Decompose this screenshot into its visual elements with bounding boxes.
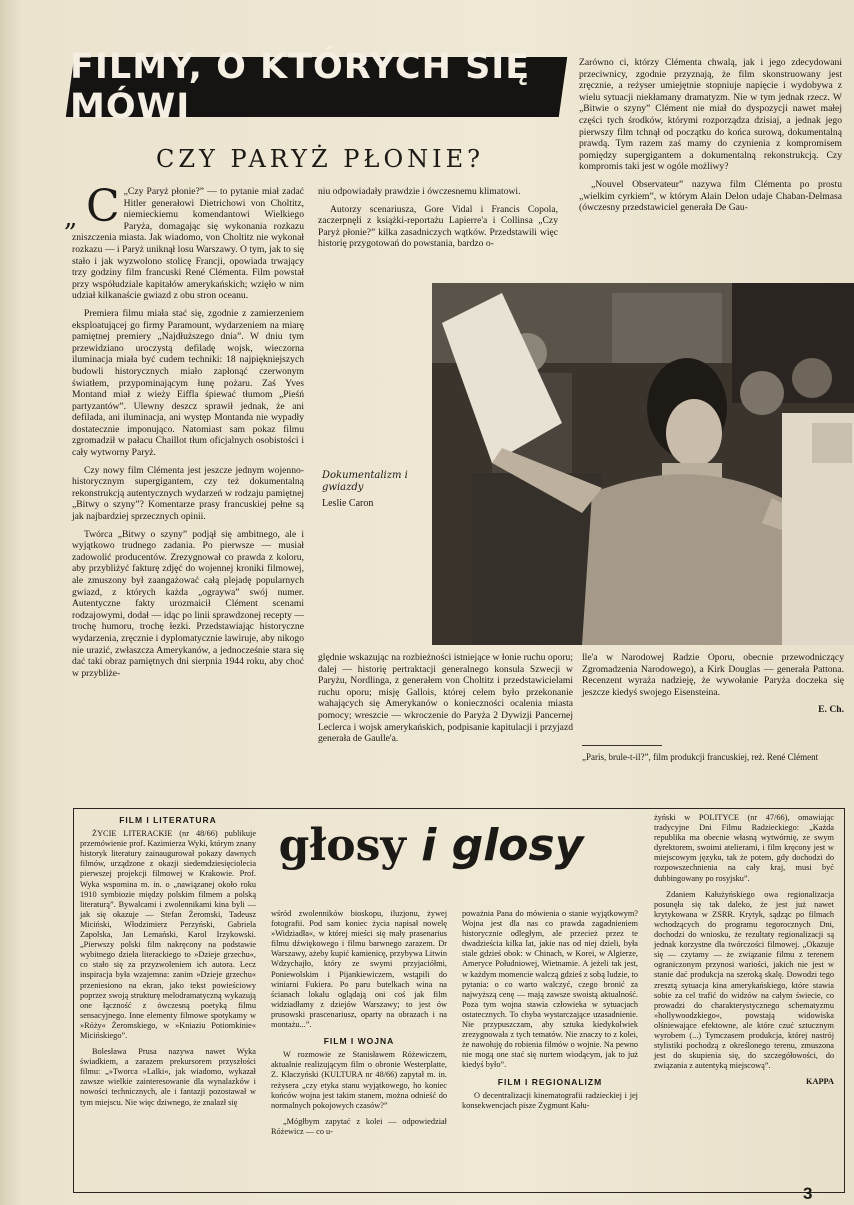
paragraph: ględnie wskazując na rozbieżności istniejące w łonie ruchu oporu; dalej — historię pertraktacji generalnego konsula Szwecji w Paryżu, Nordlinga, z generałem von Choltitz i przedstawicielami ruchu oporu; misję Gallois, której celem było przekonanie wahających się Amerykanów o konieczności ocalenia miasta pomocy; wreszcie — wkroczenie do Paryża 2 Dywizji Pancernej Leclerca i wojsk amerykańskich, podpisanie kapitulacji i przyjazd generała de Gaulle'a.	[318, 652, 573, 745]
section-heading: FILM I REGIONALIZM	[497, 1076, 603, 1087]
article-column-1	[72, 181, 304, 776]
paragraph: niu odpowiadały prawdzie i ówczesnemu klimatowi.	[318, 186, 521, 197]
section-banner: FILMY, O KTÓRYCH SIĘ MÓWI	[66, 57, 567, 117]
paragraph: Twórca „Bitwy o szyny” podjął się ambitnego, ale i wyjątkowo trudnego zadania. Po pierwsze — musiał zadowolić producentów. Zrezygnował co prawda z koloru, aby przybliżyć fakturę zdjęć do wojennej kroniki filmowej, ale zmuszony był zaangażować całą plejadę popularnych gwiazd, z których każda „ograywa” swój numer. Autentyczne fakty urozmaicił Clément scenami rodzajowymi, dodał — idąc po linii sprawdzonej recepty — trochę humoru, trochę łezki. Przedstawiając historyczne wydarzenia, zręcznie i dyplomatycznie lawiruje, aby nikogo nie urazić, zwłaszcza Amerykanów, a jednocześnie stara się dać taki obraz pamiętnych dni sierpnia 1944 roku, aby choć w przybliże-	[72, 528, 304, 679]
paragraph: Bolesława Prusa nazywa nawet Wyka świadkiem, a zarazem prekursorem przyszłości filmu: „»Tworca »Lalki«, jak wiadomo, wykazał zawsze wielkie zainteresowanie dla wynalazków i nowości technicznych, ale i fantazji pozostawał w tym miejscu. Nie więc dziwnego, że znalazł się	[80, 1047, 256, 1107]
box-column-1	[80, 813, 256, 1185]
glosy-title-main: głosy	[278, 820, 406, 871]
article-signature: E. Ch.	[818, 704, 844, 716]
paragraph: „Nouvel Observateur” nazywa film Clémenta po prostu „wielkim cyrkiem”, w którym Alain Delon udaje Chaban-Delmasa (ówczesny przedstawiciel generała De Gau-	[579, 178, 842, 214]
section-heading: FILM I LITERATURA	[119, 815, 217, 825]
glosy-title-i: i	[421, 820, 437, 871]
paragraph: Czy nowy film Clémenta jest jeszcze jednym wojenno-historycznym supergigantem, czy też dokumentalną rekonstrukcją autentycznych wydarzeń w rodzaju pamiętnej „Bitwy o szyny”? Komentarze prasy francuskiej pełne są jak najbardziej sprzecznych opinii.	[72, 464, 304, 523]
article-headline: CZY PARYŻ PŁONIE?	[155, 145, 484, 173]
paragraph: Zarówno ci, którzy Clémenta chwalą, jak i jego zdecydowani przeciwnicy, zgodnie przyznają, że film skonstruowany jest zręcznie, a reżyser umiejętnie stopniuje napięcie i wydobywa z wielu sytuacji niekłamany dramatyzm. Nie w tym jednak rzecz. W „Bitwie o szyny” Clément nie miał do dyspozycji nawet małej części tych środków, którymi rozporządza dzisiaj, a jednak jego pierwszy film tchnął od początku do końca surową, dokumentalną prawdą. Tym razem zaś mamy do czynienia z kompromisem pomiędzy supergigantem a dokumentalną rekonstrukcją. Czy kompromis taki jest w ogóle możliwy?	[579, 57, 842, 173]
section-heading: FILM I WOJNA	[323, 1036, 395, 1047]
page-number: 3	[803, 1184, 813, 1203]
article-column-3-top	[579, 57, 842, 279]
paragraph: „Mógłbym zapytać z kolei — odpowiedział Różewicz — co u-	[271, 1116, 447, 1136]
photo-caption-title: Dokumentalizm i gwiazdy	[322, 470, 408, 493]
glosy-title	[262, 820, 600, 890]
film-credit: „Paris, brule-t-il?”, film produkcji francuskiej, reż. René Clément	[582, 752, 819, 762]
box-column-3	[462, 909, 638, 1185]
paragraph: Zdaniem Kałużyńskiego owa regionalizacja posunęła się tak daleko, że jest już nawet krytykowana w ZSRR. Krytyk, sądząc po filmach wchodzących do programu tegorocznych Dni, dochodzi do wniosku, że rezultaty regionalizacji są jednak korzystne dla twórczości filmowej. „Okazuje się — czytamy — że związanie filmu z terenem ograniczonym przynosi wariości, jakich nie jest w stanie dać produkcja na szeroką skalę. Dowodzi tego zresztą sytuacja kina amerykańskiego, które stawia sobie za cel trafić do widzów na całym świecie, co prowadzi do charakterystycznego schematyzmu »hollywoodzkiego«, powstają widowiska olśniewające efektowne, ale które czuć sztucznym wyrobem (...) Tymczasem produkcja, której nastrój stylistiki pochodzą z określonego terenu, zmuszona jest do skupienia się, do szczegółowości, do związania z autentyką miejscową”.	[654, 889, 834, 1071]
paragraph	[72, 181, 304, 302]
paragraph: O decentralizacji kinematografii radzieckiej i jej konsekwencjach pisze Zygmunt Kału-	[462, 1090, 638, 1110]
box-column-4	[654, 813, 834, 1185]
paragraph: Premiera filmu miała stać się, zgodnie z zamierzeniem eksploatującej go firmy Paramount, wydarzeniem na miarę pamiętnej premiery „Najdłuższego dnia”. W dniu tym przewidziano uroczystą defiladę wojsk, wieczorna iluminacja miała być cudem techniki: 18 najpiękniejszych budowli historycznych miało zapłonąć czerwonym światłem, przypominającym łunę pożaru. Zaś Yves Montand miał z wieży Eiffla śpiewać tłumom „Pieśń partyzantów”. Ulewny deszcz sprawił jednak, że ani defilada, ani iluminacja, ani występ Montanda nie wypadły dostatecznie imponująco. Natomiast sam pokaz filmu zgromadził w pałacu Chaillot tłum oficjalnych osobistości i cały wytworny Paryż.	[72, 307, 304, 459]
paragraph: poważnia Pana do mówienia o stanie wyjątkowym? Wojna jest dla nas co prawda zagadnieniem historycznie odległym, ale przecież przez te dwadzieścia kilka lat, jakie nas od niej dzieli, była stale gdzieś obok: w Chinach, w Korei, w Algierze, Ameryce Południowej, Wietnamie. A jeżeli tak jest, w każdym momencie walczą gdzieś z sobą ludzie, to pytania: o co warto walczyć, czego bronić za najwyższą cenę — mają zawsze swoistą aktualność. Poza tym wojna stawia człowieka w sytuacjach ostatecznych. To chyba wystarczające uzasadnienie. Nie przypuszczam, aby sztuka kiedykolwiek zrezygnowała z tych tematów. Nie znaczy to z kolei, że nawołuję do robienia filmów o wojnie. Na pewno nie mogą one stać się nurtem wiodącym, jak to już kiedyś było”.	[462, 909, 638, 1070]
box-column-2	[271, 909, 447, 1185]
paragraph: lle'a w Narodowej Radzie Oporu, obecnie przewodniczący Zgromadzenia Narodowego), a Kirk Douglas — generała Pattona. Recenzent wyraża nadzieję, że wywołanie Paryża doczeka się jeszcze kiedyś swojego Eisensteina.	[582, 652, 844, 698]
paragraph: ŻYCIE LITERACKIE (nr 48/66) publikuje przemówienie prof. Kazimierza Wyki, którym znany historyk literatury zainaugurował pokazy dawnych filmów, urządzone z okazji siedemdziesięciolecia pierwszej projekcji filmowej w Krakowie. Prof. Wyka wspomina m. in. o „nawiązanej około roku 1910 symbiozie między polskim filmem a polską literaturą”. Bywalcami i zwolennikami kina byli — jak się okazuje — Stefan Żeromski, Tadeusz Miciński, Włodzimierz Perzyński, Gabriela Zapolska, Jan Lemański, Karol Irzykowski. „Pierwszy polski film nakręcony na podstawie wybitnego dzieła literackiego to »Dzieje grzechu«, co stało się za przyzwoleniem ich autora. Lecz inspiracja była wzajemna: zanim »Dzieje grzechu« przeniesiono na ekran, jako tekst powieściowy poprzez swoją strukturę melodramatyczną wykazują one łączność z ówczesną poetyką filmu sensacyjnego. Inne elementy filmowe spotykamy w »Róży« Żeromskiego, w »Kniaziu Potiomkinie« Micińskiego”.	[80, 829, 256, 1040]
paragraph: W rozmowie ze Stanisławem Różewiczem, aktualnie realizującym film o obronie Westerplatte, Z. Kłaczyński (KULTURA nr 48/66) zapytał m. in. reżysera „czy etyka stanu wyjątkowego, ho koniec końców wojna jest takim stanem, można odnieść do normalnych pokojowych czasów?”	[271, 1050, 447, 1110]
film-still-illustration	[432, 283, 854, 645]
paragraph-text: „Czy Paryż płonie?” — to pytanie miał zadać Hitler generałowi Dietrichowi von Choltitz, niemieckiemu komendantowi Wielkiego Paryża, domagając się wykonania rozkazu zniszczenia miasta. Jak wiadomo, von Choltitz nie wykonał rozkazu — i Paryż uniknął losu Warszawy. O tym, jak to się stało i jak wyzwolono stolicę Francji, opowiada trwający trzy godziny film francuski René Clémenta. Film powstał przy współudziale kapitałów amerykańskich; wzięło w nim udział kilkanaście gwiazd z obu stron oceanu.	[72, 186, 304, 302]
photo-caption	[322, 470, 422, 510]
glosy-title-script: glosy	[451, 820, 584, 871]
article-column-2-top	[318, 186, 558, 280]
opening-quote-mark: „	[64, 203, 78, 233]
box-signature: KAPPA	[806, 1077, 834, 1087]
article-column-3-bottom	[582, 652, 844, 742]
article-column-2-bottom	[318, 652, 573, 780]
paragraph: Autorzy scenariusza, Gore Vidal i Francis Copola, zaczerpnęli z książki-reportażu Lapierre'a i Collinsa „Czy Paryż płonie?” kilka zasadniczych wątków. Przedstawili więc historię przygotowań do powstania, bardzo o-	[318, 203, 558, 250]
paragraph: wśród zwolenników bioskopu, iluzjonu, żywej fotografii. Pod sam koniec życia napisał nowelę »Widziadła«, w której mieści się mały prasenarius filmu dźwiękowego i filmu barwnego zarazem. Dr Warszawy, ażeby kupić kamienicę, przybywa Litwin Wdzychajło, który ze swymi przyjaciółmi, Poniewolskim i Pijankiewiczem, wstąpili do winiarni Fukiera. Po paru butelkach wina na ścianach lokalu oglądają oni coś jak film widziadłamy z dziejów Warszawy; to jest ów prusowski prascenariusz, oparty na obrazach i na montażu...”.	[271, 909, 447, 1030]
photo-caption-name: Leslie Caron	[322, 498, 374, 509]
film-still-photo	[432, 283, 854, 645]
divider	[582, 745, 662, 746]
paragraph: żyński w POLITYCE (nr 47/66), omawiając tradycyjne Dni Filmu Radzieckiego: „Każda republika ma obecnie własną wytwórnię, ze swym dyrektorem, swoimi atelierami, i film kręcony jest w miejscowym języku, tak że potem, gdy dochodzi do rozpowszechnienia na cały kraj, musi być dubbingowany po rosyjsku”.	[654, 813, 834, 883]
drop-cap: C	[86, 181, 120, 232]
